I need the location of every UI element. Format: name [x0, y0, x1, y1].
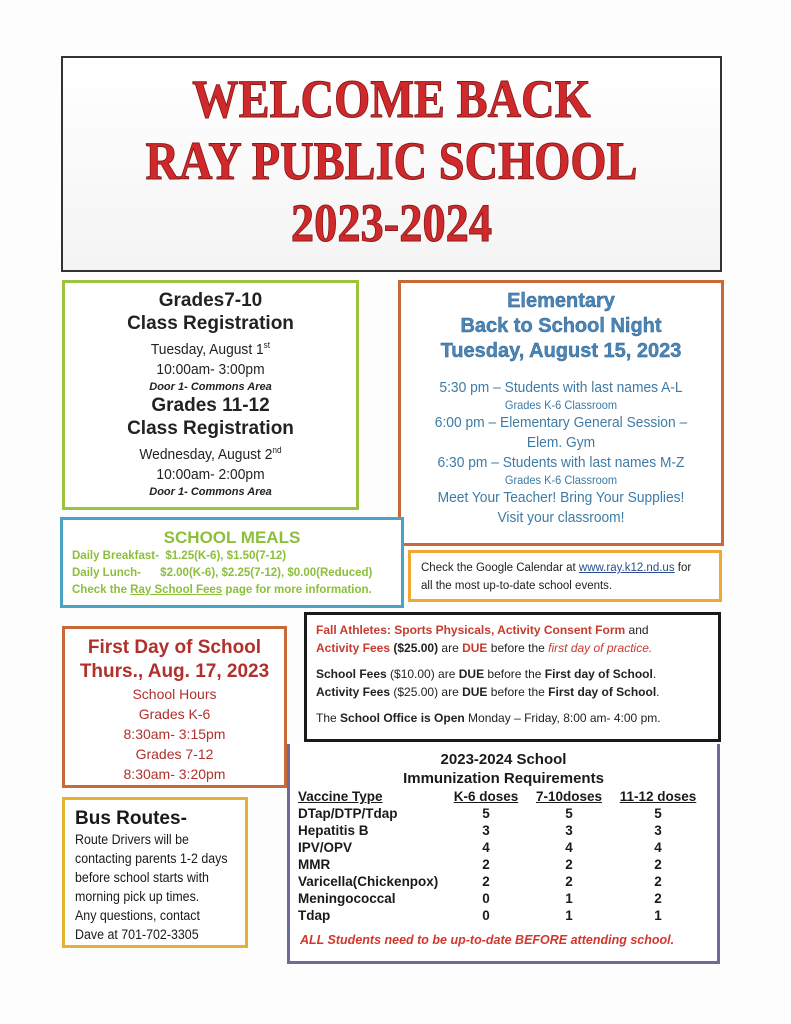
immunization-title-line1: 2023-2024 School — [440, 751, 567, 768]
schedule-a-l: 5:30 pm – Students with last names A-L — [439, 379, 683, 396]
meals-info-text: Check the Ray School Fees page for more information. — [72, 584, 372, 596]
meet-teacher-text: Meet Your Teacher! Bring Your Supplies! — [437, 489, 685, 506]
grades-7-10-date: Tuesday, August 1st — [150, 340, 271, 358]
bus-line-4: morning pick up times. — [75, 889, 200, 904]
school-hours-label: School Hours — [132, 686, 217, 702]
bus-line-1: Route Drivers will be — [75, 832, 189, 847]
grades-k6-hours: 8:30am- 3:15pm — [123, 726, 226, 742]
fees-box — [304, 612, 721, 742]
bus-line-5: Any questions, contact — [75, 908, 200, 923]
table-row: Meningococcal 0 1 2 — [298, 891, 662, 906]
schedule-m-z: 6:30 pm – Students with last names M-Z — [437, 454, 685, 471]
table-row: Tdap 0 1 1 — [298, 908, 662, 923]
school-website-link[interactable]: www.ray.k12.nd.us — [578, 562, 675, 574]
immunization-box — [287, 744, 720, 964]
table-row: DTap/DTP/Tdap 5 5 5 — [298, 806, 662, 821]
calendar-text-line1: Check the Google Calendar at www.ray.k12.nd.us for — [421, 562, 692, 574]
title-banner — [61, 56, 722, 272]
bus-routes-title: Bus Routes- — [75, 808, 187, 829]
elementary-night-box — [398, 280, 724, 546]
bus-contact-phone: Dave at 701-702-3305 — [75, 927, 199, 942]
fall-athletes-text: Fall Athletes: Sports Physicals, Activity Consent Form and Activity Fees ($25.00) are DUE before the first day of practice. — [316, 623, 653, 655]
class-registration-box — [62, 280, 359, 510]
ray-school-fees-link[interactable]: Ray School Fees — [130, 584, 223, 596]
grades-11-12-title: Grades 11-12 — [151, 395, 270, 416]
table-header-row — [298, 788, 704, 805]
bus-line-3: before school starts with — [75, 870, 209, 885]
elementary-heading: Elementary — [507, 290, 615, 312]
immunization-title-line2: Immunization Requirements — [403, 770, 604, 787]
schedule-m-z-location: Grades K-6 Classroom — [504, 473, 618, 487]
school-meals-title: SCHOOL MEALS — [163, 528, 301, 547]
visit-classroom-text: Visit your classroom! — [497, 509, 625, 526]
first-day-date: Thurs., Aug. 17, 2023 — [79, 661, 270, 682]
grades-11-12-subtitle: Class Registration — [127, 418, 294, 439]
table-row: Varicella(Chickenpox) 2 2 2 — [298, 874, 662, 889]
school-meals-box — [60, 517, 404, 608]
elementary-date-heading: Tuesday, August 15, 2023 — [440, 340, 682, 362]
title-school-name: RAY PUBLIC SCHOOL — [145, 131, 638, 191]
col-k6-doses: K-6 doses — [453, 789, 519, 804]
office-hours-text: The School Office is Open Monday – Friday, 8:00 am- 4:00 pm. — [316, 711, 661, 725]
immunization-note: ALL Students need to be up-to-date BEFORE attending school. — [300, 933, 675, 947]
grades-7-10-door: Door 1- Commons Area — [149, 381, 272, 393]
col-11-12-doses: 11-12 doses — [619, 789, 697, 804]
table-row: Hepatitis B 3 3 3 — [298, 823, 662, 838]
google-calendar-box — [408, 550, 722, 602]
calendar-text-line2: all the most up-to-date school events. — [421, 580, 613, 592]
schedule-general-session: 6:00 pm – Elementary General Session – — [434, 414, 688, 431]
title-school-year: 2023-2024 — [290, 193, 493, 253]
back-to-school-night-heading: Back to School Night — [460, 315, 662, 337]
grades-7-10-subtitle: Class Registration — [127, 313, 294, 334]
first-day-box — [62, 626, 287, 788]
first-day-heading: First Day of School — [87, 637, 262, 658]
table-row: MMR 2 2 2 — [298, 857, 662, 872]
bus-routes-box — [62, 797, 248, 948]
breakfast-prices: Daily Breakfast- $1.25(K-6), $1.50(7-12) — [72, 550, 287, 562]
title-welcome-back: WELCOME BACK — [192, 69, 591, 129]
grades-7-12-label: Grades 7-12 — [135, 746, 214, 762]
bus-line-2: contacting parents 1-2 days — [75, 851, 228, 866]
schedule-general-session-location: Elem. Gym — [526, 434, 596, 451]
grades-7-10-title: Grades7-10 — [158, 290, 263, 311]
grades-7-12-hours: 8:30am- 3:20pm — [123, 766, 226, 782]
lunch-prices: Daily Lunch- $2.00(K-6), $2.25(7-12), $0.00(Reduced) — [72, 567, 373, 579]
col-vaccine-type: Vaccine Type — [298, 789, 383, 804]
school-activity-fees-text: School Fees ($10.00) are DUE before the First day of School. Activity Fees ($25.00) are DUE before the First day of School. — [316, 667, 660, 699]
grades-7-10-time: 10:00am- 3:00pm — [156, 361, 265, 378]
grades-k6-label: Grades K-6 — [138, 706, 211, 722]
immunization-table — [298, 788, 704, 924]
schedule-a-l-location: Grades K-6 Classroom — [504, 398, 618, 412]
grades-11-12-date: Wednesday, August 2nd — [139, 445, 282, 463]
grades-11-12-time: 10:00am- 2:00pm — [156, 466, 265, 483]
table-row: IPV/OPV 4 4 4 — [298, 840, 662, 855]
grades-11-12-door: Door 1- Commons Area — [149, 486, 272, 498]
col-7-10-doses: 7-10doses — [535, 789, 603, 804]
